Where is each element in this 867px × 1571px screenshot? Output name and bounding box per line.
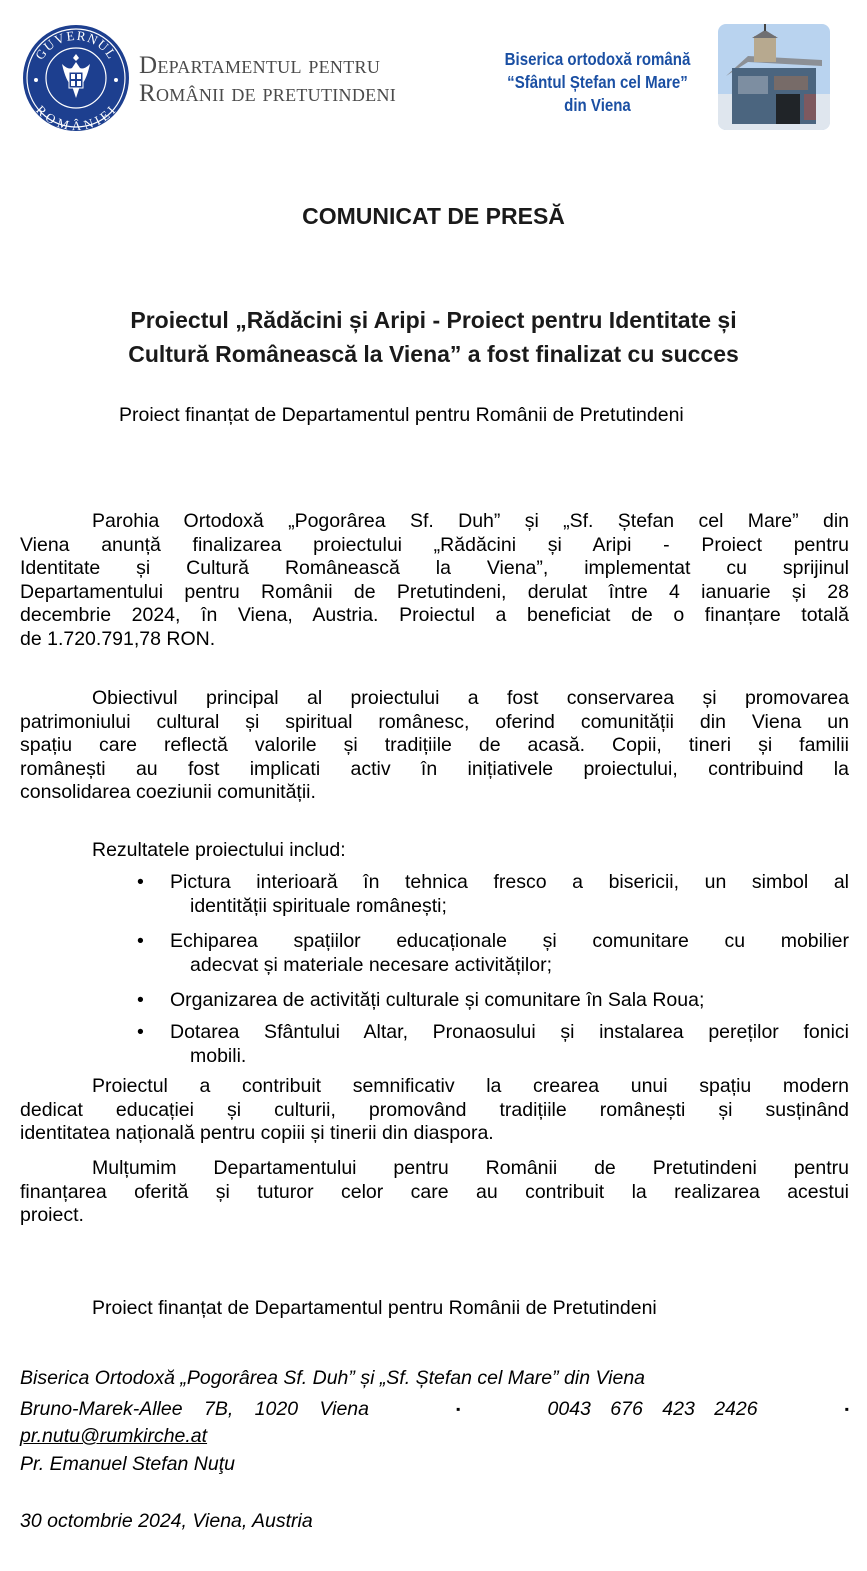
paragraph-line: Parohia Ortodoxă „Pogorârea Sf. Duh” și „Sf. Ștefan cel Mare” din <box>92 510 849 532</box>
contact-church-name: Biserica Ortodoxă „Pogorârea Sf. Duh” și „Sf. Ștefan cel Mare” din Viena <box>20 1367 646 1389</box>
bullet-icon: • <box>137 930 144 952</box>
government-seal-logo <box>22 24 130 132</box>
paragraph-line: Viena anunță finalizarea proiectului „Rădăcini și Aripi - Proiect pentru <box>20 533 849 556</box>
paragraph-line: dedicat educației și culturii, promovând tradițiile românești și susținând <box>20 1098 849 1121</box>
date-place: 30 octombrie 2024, Viena, Austria <box>20 1510 313 1532</box>
results-intro: Rezultatele proiectului includ: <box>92 839 346 861</box>
paragraph-line: consolidarea coeziunii comunității. <box>20 781 316 803</box>
paragraph-line: finanțarea oferită și tuturor celor care au contribuit la realizarea acestui <box>20 1180 849 1203</box>
press-release-title: COMUNICAT DE PRESĂ <box>302 203 565 229</box>
separator-icon: ▪ <box>456 1402 461 1416</box>
paragraph-line: identitatea națională pentru copiii și tinerii din diaspora. <box>20 1122 494 1144</box>
paragraph-intro <box>20 510 849 651</box>
church-name-logo <box>488 48 707 117</box>
church-name-line3: din Viena <box>564 95 631 115</box>
funded-by-top: Proiect finanțat de Departamentul pentru Românii de Pretutindeni <box>119 404 684 426</box>
paragraph-line: spațiu care reflectă valorile și tradițiile de acasă. Copii, tineri și familii <box>20 734 849 756</box>
paragraph-contribution <box>20 1075 849 1146</box>
bullet-icon: • <box>137 989 144 1011</box>
funded-by-bottom: Proiect finanțat de Departamentul pentru Românii de Pretutindeni <box>92 1297 657 1319</box>
seal-bottom-text: ROMÂNIEI <box>33 101 119 132</box>
bullet-icon: • <box>137 1021 144 1043</box>
paragraph-line: Departamentului pentru Românii de Pretutindeni, derulat între 4 ianuarie și 28 <box>20 580 849 603</box>
paragraph-line: Identitate și Cultură Românească la Viena”, implementat cu sprijinul <box>20 557 849 579</box>
church-name-line1: Biserica ortodoxă română <box>504 49 691 69</box>
paragraph-line: decembrie 2024, în Viena, Austria. Proiectul a beneficiat de o finanțare totală <box>20 604 849 626</box>
contact-email-link[interactable]: pr.nutu@rumkirche.at <box>20 1425 208 1447</box>
paragraph-line: Proiectul a contribuit semnificativ la crearea unui spațiu modern <box>92 1075 849 1097</box>
list-item-line: Dotarea Sfântului Altar, Pronaosului și instalarea pereților fonici <box>170 1021 849 1043</box>
contact-phone: 0043 676 423 2426 <box>547 1398 758 1420</box>
paragraph-line: Obiectivul principal al proiectului a fost conservarea și promovarea <box>92 687 849 709</box>
contact-address: Bruno-Marek-Allee 7B, 1020 Viena <box>20 1398 369 1420</box>
paragraph-objective <box>20 687 849 805</box>
paragraph-line: de 1.720.791,78 RON. <box>20 627 216 650</box>
list-item-line: Pictura interioară în tehnica fresco a bisericii, un simbol al <box>170 871 849 893</box>
paragraph-thanks <box>20 1157 849 1228</box>
department-name-line1: Departamentul pentru <box>139 52 381 79</box>
list-item-line: identității spirituale românești; <box>190 894 447 917</box>
department-name <box>139 52 396 108</box>
church-name-line2: “Sfântul Ștefan cel Mare” <box>507 72 688 92</box>
paragraph-line: patrimoniului cultural și spiritual românesc, oferind comunității din Viena un <box>20 710 849 733</box>
department-name-line2: Românii de pretutindeni <box>139 80 397 107</box>
list-item-line: adecvat și materiale necesare activităților; <box>190 953 552 976</box>
headline-line2: Cultură Românească la Viena” a fost finalizat cu succes <box>128 341 739 367</box>
list-item-line: mobili. <box>190 1044 247 1067</box>
paragraph-line: Mulțumim Departamentului pentru Românii de Pretutindeni pentru <box>92 1157 849 1179</box>
paragraph-line: proiect. <box>20 1204 84 1226</box>
list-item-line: Echiparea spațiilor educaționale și comunitare cu mobilier <box>170 930 849 952</box>
bullet-icon: • <box>137 871 144 893</box>
seal-top-text: GUVERNUL <box>31 27 121 63</box>
headline <box>0 303 867 371</box>
separator-icon: ▪ <box>844 1402 849 1416</box>
headline-line1: Proiectul „Rădăcini și Aripi - Proiect pentru Identitate și <box>130 307 737 333</box>
church-photo <box>718 24 830 130</box>
paragraph-line: românești au fost implicati activ în inițiativele proiectului, contribuind la <box>20 757 849 780</box>
list-item-line: Organizarea de activități culturale și comunitare în Sala Roua; <box>170 989 705 1011</box>
contact-address-line <box>20 1398 849 1422</box>
contact-priest-name: Pr. Emanuel Stefan Nuţu <box>20 1453 235 1475</box>
